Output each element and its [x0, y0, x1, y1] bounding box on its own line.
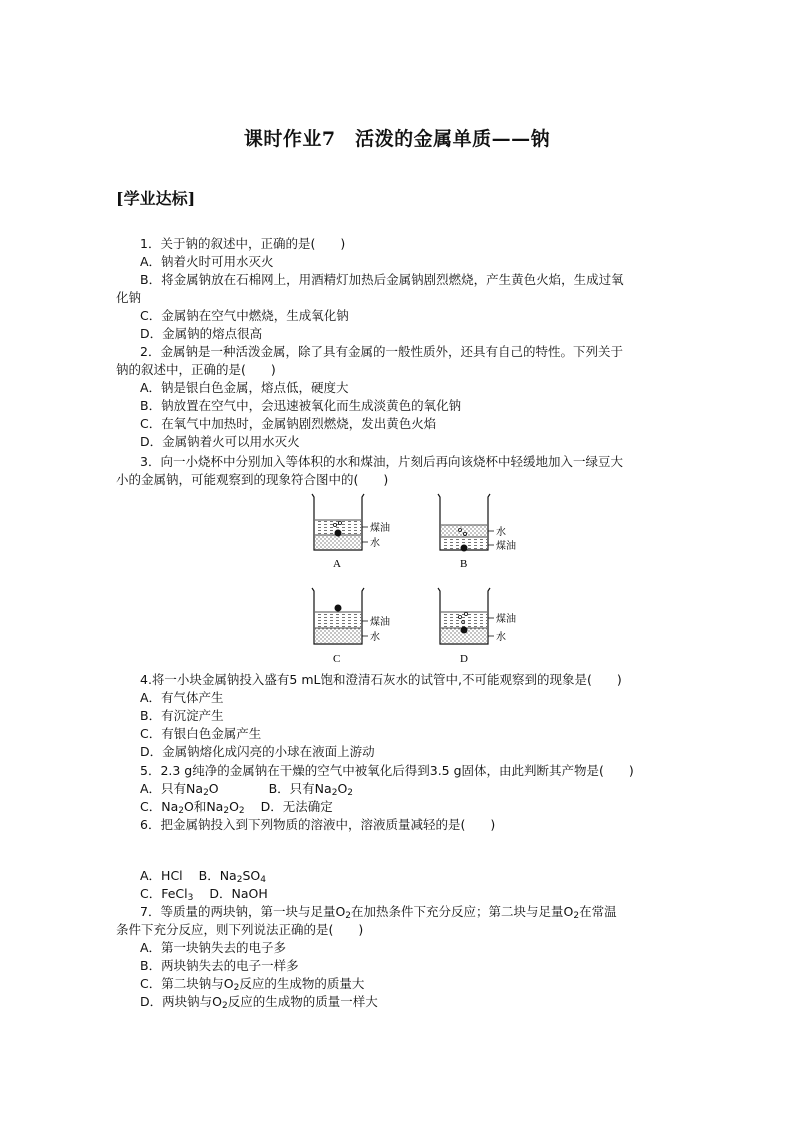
beaker-a-bottom-label: 水 — [370, 538, 380, 549]
q6-option-b: B．$Na_2SO_4$ — [198, 868, 266, 885]
q5-options-cd — [140, 799, 710, 815]
beaker-c-top-layer — [315, 612, 361, 628]
beaker-c-bottom-label: 水 — [370, 632, 380, 643]
q6-option-c: C．FeCl$_3$ — [140, 886, 194, 903]
q5-option-d: D．无法确定 — [260, 799, 333, 814]
q7-option-c: C．第二块钠与$O_2$反应的生成物的质量大 — [140, 976, 365, 993]
q1-stem: 1．关于钠的叙述中，正确的是( ) — [140, 236, 346, 251]
q1-option-c: C．金属钠在空气中燃烧，生成氧化钠 — [140, 308, 349, 323]
q1-option-a: A．钠着火时可用水灭火 — [140, 254, 274, 269]
beaker-b-caption: B — [460, 558, 468, 570]
q2-option-b: B．钠放置在空气中，会迅速被氧化而生成淡黄色的氧化钠 — [140, 398, 462, 413]
q5-stem: 5．2.3 g纯净的金属钠在干燥的空气中被氧化后得到3.5 g固体，由此判断其产物是( ) — [140, 763, 634, 778]
q6-stem: 6．把金属钠投入到下列物质的溶液中，溶液质量减轻的是( ) — [140, 817, 496, 832]
beaker-b-top-label: 水 — [496, 527, 506, 538]
beaker-diagram — [300, 490, 540, 670]
q2-option-a: A．钠是银白色金属，熔点低，硬度大 — [140, 380, 349, 395]
q1-option-b: B．将金属钠放在石棉网上，用酒精灯加热后金属钠剧烈燃烧，产生黄色火焰，生成过氧 — [140, 272, 624, 287]
q3-stem-cont: 小的金属钠，可能观察到的现象符合图中的( ) — [116, 472, 389, 487]
q6-options-ab — [140, 868, 710, 884]
q6-option-d: D．NaOH — [209, 886, 268, 901]
beaker-c-caption: C — [333, 653, 341, 665]
q7-stem: 7．等质量的两块钠，第一块与足量$O_2$在加热条件下充分反应；第二块与足量$O_2$在常温 — [140, 904, 617, 921]
beaker-c-bottom-layer — [315, 628, 361, 643]
beaker-a-caption: A — [333, 558, 341, 570]
q5-option-c: C．$Na_2O$和$Na_2O_2$ — [140, 799, 245, 816]
beaker-a-sodium — [335, 530, 342, 537]
q5-option-b: B．只有$Na_2O_2$ — [268, 781, 354, 798]
beaker-d-top-label: 煤油 — [496, 614, 516, 625]
section-heading: [学业达标] — [116, 189, 196, 208]
q2-option-c: C．在氧气中加热时，金属钠剧烈燃烧，发出黄色火焰 — [140, 416, 437, 431]
q4-option-a: A．有气体产生 — [140, 690, 224, 705]
q4-stem: 4.将一小块金属钠投入盛有5 mL饱和澄清石灰水的试管中,不可能观察到的现象是( ) — [140, 672, 622, 687]
q1-option-d: D．金属钠的熔点很高 — [140, 326, 263, 341]
q7-stem-cont: 条件下充分反应，则下列说法正确的是( ) — [116, 922, 364, 937]
beaker-c-sodium — [335, 605, 342, 612]
q4-option-c: C．有银白色金属产生 — [140, 726, 262, 741]
beaker-b-bottom-label: 煤油 — [496, 541, 516, 552]
beaker-c-top-label: 煤油 — [370, 617, 390, 628]
q6-option-a: A．HCl — [140, 868, 183, 883]
q5-options-ab — [140, 781, 710, 797]
beaker-a-top-label: 煤油 — [370, 523, 390, 534]
beaker-c — [312, 588, 390, 665]
beaker-d-caption: D — [460, 653, 468, 665]
beaker-d — [438, 588, 516, 665]
beaker-d-bottom-label: 水 — [496, 632, 506, 643]
q7-option-a: A．第一块钠失去的电子多 — [140, 940, 287, 955]
beaker-d-top-layer — [441, 612, 487, 628]
q1-option-b-cont: 化钠 — [116, 290, 142, 305]
q4-option-d: D．金属钠熔化成闪亮的小球在液面上游动 — [140, 744, 375, 759]
beaker-a-bottom-layer — [315, 535, 361, 549]
page-title: 课时作业7 活泼的金属单质——钠 — [243, 128, 551, 150]
q7-option-b: B．两块钠失去的电子一样多 — [140, 958, 299, 973]
beaker-d-sodium — [461, 627, 468, 634]
q2-stem-cont: 钠的叙述中，正确的是( ) — [116, 362, 276, 377]
q4-option-b: B．有沉淀产生 — [140, 708, 224, 723]
q2-stem: 2．金属钠是一种活泼金属，除了具有金属的一般性质外，还具有自己的特性。下列关于 — [140, 344, 623, 359]
beaker-b-sodium — [461, 545, 468, 552]
q6-options-cd — [140, 886, 710, 902]
q2-option-d: D．金属钠着火可以用水灭火 — [140, 434, 300, 449]
q3-stem: 3．向一小烧杯中分别加入等体积的水和煤油，片刻后再向该烧杯中轻缓地加入一绿豆大 — [140, 454, 623, 469]
q7-option-d: D．两块钠与$O_2$反应的生成物的质量一样大 — [140, 994, 378, 1011]
q5-option-a: A．只有$Na_2O$ — [140, 781, 219, 798]
beaker-a — [312, 494, 390, 570]
beaker-b — [438, 494, 516, 570]
